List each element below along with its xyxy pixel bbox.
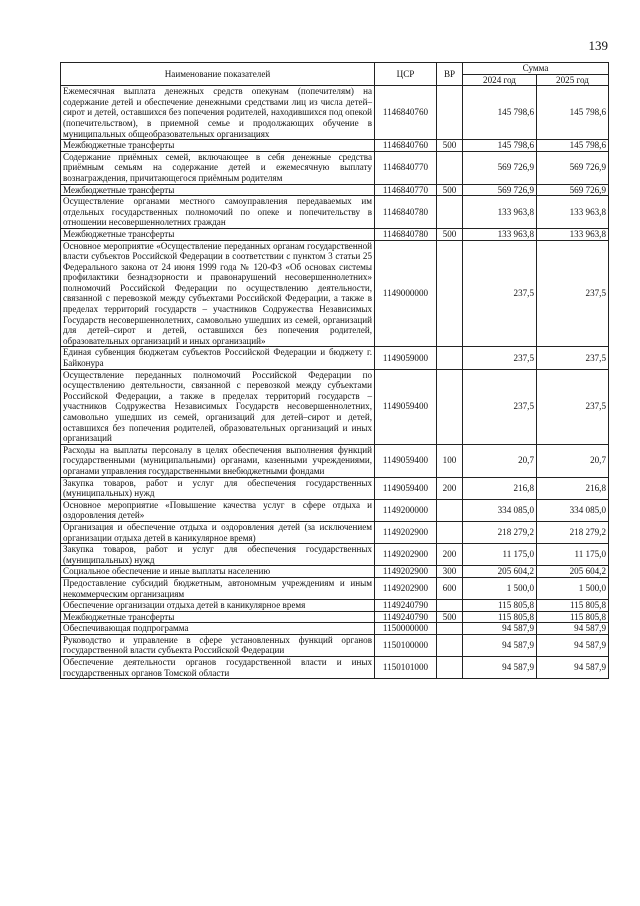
- budget-table: [60, 62, 609, 679]
- row-sum-2025: 569 726,9: [537, 184, 609, 196]
- table-row: [61, 577, 609, 599]
- row-sum-2025: 237,5: [537, 240, 609, 347]
- row-name: Предоставление субсидий бюджетным, автономным учреждениям и иным некоммерческим организациям: [61, 577, 375, 599]
- row-csr: 1146840770: [375, 184, 437, 196]
- row-sum-2024: 115 805,8: [463, 600, 537, 612]
- row-sum-2024: 205 604,2: [463, 566, 537, 578]
- row-name: Межбюджетные трансферты: [61, 140, 375, 152]
- row-sum-2025: 1 500,0: [537, 577, 609, 599]
- row-name: Закупка товаров, работ и услуг для обеспечения государственных (муниципальных) нужд: [61, 477, 375, 499]
- row-sum-2025: 94 587,9: [537, 623, 609, 635]
- header-vr: ВР: [437, 63, 463, 86]
- row-sum-2025: 216,8: [537, 477, 609, 499]
- row-sum-2024: 94 587,9: [463, 634, 537, 656]
- row-sum-2024: 237,5: [463, 347, 537, 369]
- row-sum-2025: 11 175,0: [537, 544, 609, 566]
- row-vr: [437, 634, 463, 656]
- row-csr: 1146840780: [375, 228, 437, 240]
- row-name: Единая субвенция бюджетам субъектов Российской Федерации и бюджету г. Байконура: [61, 347, 375, 369]
- row-sum-2025: 237,5: [537, 369, 609, 444]
- row-sum-2025: 218 279,2: [537, 521, 609, 543]
- table-row: [61, 600, 609, 612]
- row-csr: 1149059000: [375, 347, 437, 369]
- row-name: Ежемесячная выплата денежных средств опекунам (попечителям) на содержание детей и обеспечение денежными средствами лиц из числа детей–сирот и детей, оставшихся без попечения родителей, находившихся под опекой (попечительством), в приемной семье и продолжающих обучение в муниципальных общеобразовательных организациях: [61, 86, 375, 140]
- row-name: Осуществление органами местного самоуправления передаваемых им отдельных государственных полномочий по опеке и попечительству в отношении несовершеннолетних граждан: [61, 196, 375, 229]
- row-sum-2025: 205 604,2: [537, 566, 609, 578]
- header-year-2024: 2024 год: [463, 74, 537, 86]
- row-sum-2024: 1 500,0: [463, 577, 537, 599]
- row-vr: 500: [437, 228, 463, 240]
- header-name: Наименование показателей: [61, 63, 375, 86]
- row-sum-2025: 115 805,8: [537, 611, 609, 623]
- row-csr: 1149059400: [375, 369, 437, 444]
- row-csr: 1149200000: [375, 499, 437, 521]
- row-sum-2024: 11 175,0: [463, 544, 537, 566]
- table-row: [61, 140, 609, 152]
- row-sum-2025: 20,7: [537, 444, 609, 477]
- row-sum-2024: 94 587,9: [463, 623, 537, 635]
- row-csr: 1149000000: [375, 240, 437, 347]
- row-sum-2025: 145 798,6: [537, 140, 609, 152]
- row-name: Межбюджетные трансферты: [61, 184, 375, 196]
- table-row: [61, 369, 609, 444]
- table-row: [61, 240, 609, 347]
- row-name: Закупка товаров, работ и услуг для обеспечения государственных (муниципальных) нужд: [61, 544, 375, 566]
- row-vr: [437, 347, 463, 369]
- row-name: Обеспечивающая подпрограмма: [61, 623, 375, 635]
- row-name: Организация и обеспечение отдыха и оздоровления детей (за исключением организации отдыха детей в каникулярное время): [61, 521, 375, 543]
- row-name: Содержание приёмных семей, включающее в себя денежные средства приёмным семьям на содержание детей и ежемесячную выплату вознаграждения, причитающегося приёмным родителям: [61, 151, 375, 184]
- row-vr: 500: [437, 611, 463, 623]
- row-sum-2024: 218 279,2: [463, 521, 537, 543]
- row-csr: 1149202900: [375, 566, 437, 578]
- row-vr: [437, 369, 463, 444]
- page-number: 139: [588, 38, 608, 53]
- row-csr: 1149240790: [375, 600, 437, 612]
- row-vr: [437, 240, 463, 347]
- row-csr: 1150000000: [375, 623, 437, 635]
- row-sum-2024: 237,5: [463, 369, 537, 444]
- row-csr: 1149240790: [375, 611, 437, 623]
- table-row: [61, 477, 609, 499]
- table-row: [61, 623, 609, 635]
- row-sum-2024: 20,7: [463, 444, 537, 477]
- row-vr: [437, 600, 463, 612]
- row-csr: 1146840760: [375, 86, 437, 140]
- row-vr: [437, 86, 463, 140]
- row-sum-2024: 334 085,0: [463, 499, 537, 521]
- row-vr: 300: [437, 566, 463, 578]
- row-sum-2025: 334 085,0: [537, 499, 609, 521]
- row-sum-2024: 94 587,9: [463, 657, 537, 679]
- table-row: [61, 184, 609, 196]
- row-sum-2025: 237,5: [537, 347, 609, 369]
- row-sum-2025: 133 963,8: [537, 196, 609, 229]
- row-vr: [437, 499, 463, 521]
- row-vr: [437, 151, 463, 184]
- table-row: [61, 151, 609, 184]
- row-sum-2025: 569 726,9: [537, 151, 609, 184]
- table-row: [61, 196, 609, 229]
- row-sum-2025: 145 798,6: [537, 86, 609, 140]
- row-vr: 200: [437, 544, 463, 566]
- row-csr: 1149202900: [375, 521, 437, 543]
- row-sum-2024: 115 805,8: [463, 611, 537, 623]
- row-sum-2024: 569 726,9: [463, 184, 537, 196]
- table-row: [61, 521, 609, 543]
- row-name: Межбюджетные трансферты: [61, 228, 375, 240]
- row-sum-2024: 216,8: [463, 477, 537, 499]
- table-row: [61, 611, 609, 623]
- row-sum-2024: 569 726,9: [463, 151, 537, 184]
- row-name: Социальное обеспечение и иные выплаты населению: [61, 566, 375, 578]
- row-sum-2025: 115 805,8: [537, 600, 609, 612]
- row-name: Обеспечение организации отдыха детей в каникулярное время: [61, 600, 375, 612]
- table-row: [61, 228, 609, 240]
- row-csr: 1146840770: [375, 151, 437, 184]
- row-name: Расходы на выплаты персоналу в целях обеспечения выполнения функций государственными (муниципальными) органами, казенными учреждениями, органами управления государственными внебюджетными фондами: [61, 444, 375, 477]
- row-name: Осуществление переданных полномочий Российской Федерации по осуществлению деятельности, связанной с перевозкой между субъектами Российской Федерации, а также в пределах территорий государств – участников Содружества Независимых Государств несовершеннолетних, самовольно ушедших из семей, организаций для детей–сирот и детей, оставшихся без попечения родителей, образовательных организаций и иных организаций: [61, 369, 375, 444]
- table-row: [61, 634, 609, 656]
- row-csr: 1149202900: [375, 544, 437, 566]
- row-name: Обеспечение деятельности органов государственной власти и иных государственных органов Томской области: [61, 657, 375, 679]
- row-csr: 1150101000: [375, 657, 437, 679]
- row-name: Межбюджетные трансферты: [61, 611, 375, 623]
- row-csr: 1146840760: [375, 140, 437, 152]
- row-sum-2024: 145 798,6: [463, 86, 537, 140]
- row-vr: [437, 657, 463, 679]
- row-sum-2025: 94 587,9: [537, 657, 609, 679]
- row-vr: [437, 623, 463, 635]
- row-csr: 1146840780: [375, 196, 437, 229]
- row-vr: 500: [437, 184, 463, 196]
- row-csr: 1149059400: [375, 444, 437, 477]
- table-row: [61, 566, 609, 578]
- row-sum-2024: 145 798,6: [463, 140, 537, 152]
- table-row: [61, 86, 609, 140]
- table-row: [61, 544, 609, 566]
- row-vr: [437, 196, 463, 229]
- table-row: [61, 347, 609, 369]
- row-vr: 100: [437, 444, 463, 477]
- row-vr: [437, 521, 463, 543]
- row-sum-2025: 133 963,8: [537, 228, 609, 240]
- row-vr: 200: [437, 477, 463, 499]
- table-row: [61, 444, 609, 477]
- row-csr: 1149059400: [375, 477, 437, 499]
- row-csr: 1149202900: [375, 577, 437, 599]
- row-sum-2025: 94 587,9: [537, 634, 609, 656]
- row-name: Основное мероприятие «Повышение качества услуг в сфере отдыха и оздоровления детей»: [61, 499, 375, 521]
- row-vr: 500: [437, 140, 463, 152]
- row-sum-2024: 133 963,8: [463, 228, 537, 240]
- row-name: Руководство и управление в сфере установленных функций органов государственной власти субъекта Российской Федерации: [61, 634, 375, 656]
- table-row: [61, 657, 609, 679]
- row-csr: 1150100000: [375, 634, 437, 656]
- row-name: Основное мероприятие «Осуществление переданных органам государственной власти субъектов Российской Федерации в соответствии с пунктом 3 статьи 25 Федерального закона от 24 июня 1999 года № 120-ФЗ «Об основах системы профилактики безнадзорности и правонарушений несовершеннолетних» полномочий Российской Федерации по осуществлению деятельности, связанной с перевозкой между субъектами Российской Федерации, а также в пределах территорий государств – участников Содружества Независимых Государств несовершеннолетних, самовольно ушедших из семей, организаций для детей–сирот и детей, оставшихся без попечения родителей, образовательных организаций и иных организаций»: [61, 240, 375, 347]
- row-sum-2024: 237,5: [463, 240, 537, 347]
- header-sum: Сумма: [463, 63, 609, 75]
- row-sum-2024: 133 963,8: [463, 196, 537, 229]
- header-year-2025: 2025 год: [537, 74, 609, 86]
- header-csr: ЦСР: [375, 63, 437, 86]
- row-vr: 600: [437, 577, 463, 599]
- table-row: [61, 499, 609, 521]
